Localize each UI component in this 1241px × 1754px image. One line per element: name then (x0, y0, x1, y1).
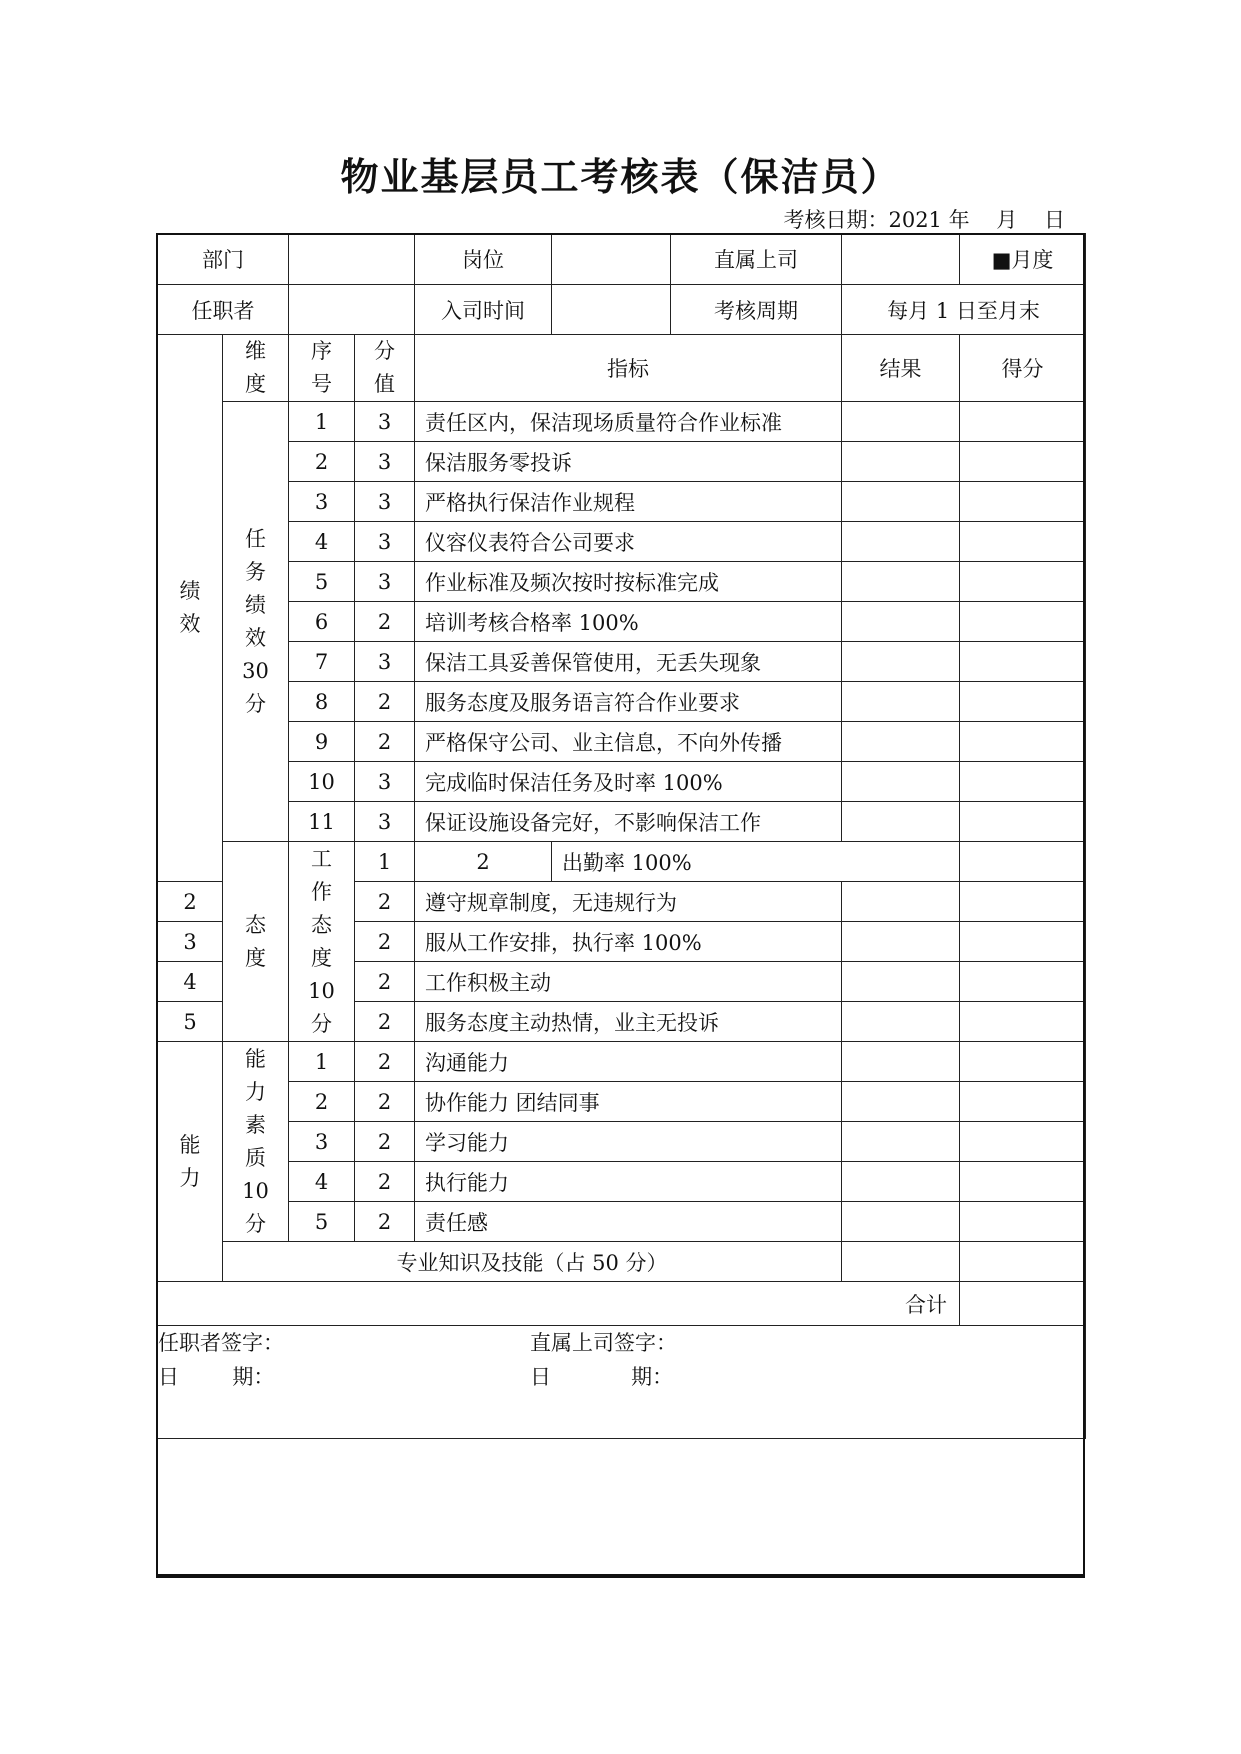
table-row (158, 802, 1086, 842)
item-indicator: 保证设施设备完好，不影响保洁工作 (415, 802, 842, 842)
item-indicator: 执行能力 (415, 1162, 842, 1202)
item-score: 2 (355, 722, 415, 762)
item-seq: 1 (355, 842, 415, 882)
item-score: 2 (355, 1162, 415, 1202)
item-points-field[interactable] (960, 722, 1086, 762)
item-seq: 5 (158, 1002, 223, 1042)
table-row (158, 602, 1086, 642)
item-score: 2 (355, 602, 415, 642)
item-points-field[interactable] (960, 482, 1086, 522)
item-points-field[interactable] (960, 682, 1086, 722)
item-points-field[interactable] (960, 402, 1086, 442)
table-row (158, 842, 1086, 882)
item-score: 3 (355, 442, 415, 482)
item-seq: 1 (289, 1042, 355, 1082)
item-score: 3 (355, 482, 415, 522)
table-row (158, 722, 1086, 762)
score-header: 分 值 (355, 335, 415, 402)
item-indicator: 工作积极主动 (415, 962, 842, 1002)
item-seq: 6 (289, 602, 355, 642)
item-seq: 2 (289, 442, 355, 482)
dimension-work-attitude: 工 作 态 度 10 分 (289, 842, 355, 1042)
item-points-field[interactable] (960, 642, 1086, 682)
item-indicator: 严格执行保洁作业规程 (415, 482, 842, 522)
item-indicator: 服务态度主动热情，业主无投诉 (415, 1002, 842, 1042)
item-points-field[interactable] (960, 882, 1086, 922)
item-indicator: 服务态度及服务语言符合作业要求 (415, 682, 842, 722)
table-row (158, 522, 1086, 562)
item-result-field[interactable] (842, 1002, 960, 1042)
table-row (158, 562, 1086, 602)
page-title: 物业基层员工考核表（保洁员） (340, 155, 901, 199)
item-points-field[interactable] (960, 522, 1086, 562)
category-performance: 绩 效 (158, 335, 223, 882)
item-seq: 3 (158, 922, 223, 962)
supervisor-label: 直属上司 (671, 234, 842, 285)
item-points-field[interactable] (960, 962, 1086, 1002)
item-points-field[interactable] (960, 1002, 1086, 1042)
item-points-field[interactable] (960, 1082, 1086, 1122)
item-indicator: 协作能力 团结同事 (415, 1082, 842, 1122)
signature-area (158, 1326, 1086, 1439)
item-indicator: 保洁工具妥善保管使用，无丢失现象 (415, 642, 842, 682)
period-type-checkbox[interactable]: ■月度 (960, 234, 1086, 285)
skills-result-field[interactable] (842, 1242, 960, 1282)
item-score: 2 (355, 1122, 415, 1162)
item-points-field[interactable] (960, 1122, 1086, 1162)
skills-label: 专业知识及技能（占 50 分） (223, 1242, 842, 1282)
item-score: 2 (355, 922, 415, 962)
item-score: 3 (355, 562, 415, 602)
item-result-field[interactable] (842, 762, 960, 802)
item-indicator: 培训考核合格率 100% (415, 602, 842, 642)
employee-signature-label: 任职者签字： (158, 1331, 284, 1355)
item-result-field[interactable] (842, 482, 960, 522)
item-indicator: 严格保守公司、业主信息，不向外传播 (415, 722, 842, 762)
item-result-field[interactable] (842, 1122, 960, 1162)
seq-header: 序 号 (289, 335, 355, 402)
item-indicator: 仪容仪表符合公司要求 (415, 522, 842, 562)
join-date-label: 入司时间 (415, 285, 552, 335)
item-indicator: 作业标准及频次按时按标准完成 (415, 562, 842, 602)
dimension-ability-quality: 能 力 素 质 10 分 (223, 1042, 289, 1242)
employee-field[interactable] (289, 285, 415, 335)
total-label: 合计 (158, 1282, 960, 1326)
item-result-field[interactable] (842, 442, 960, 482)
table-row (158, 442, 1086, 482)
item-seq: 4 (289, 1162, 355, 1202)
result-header: 结果 (842, 335, 960, 402)
item-indicator: 责任感 (415, 1202, 842, 1242)
position-field[interactable] (552, 234, 671, 285)
item-score: 2 (355, 1002, 415, 1042)
item-score: 3 (355, 802, 415, 842)
item-score: 2 (415, 842, 552, 882)
total-field[interactable] (960, 1282, 1086, 1326)
item-indicator: 出勤率 100% (552, 842, 960, 882)
item-indicator: 遵守规章制度，无违规行为 (415, 882, 842, 922)
table-row (158, 1042, 1086, 1082)
item-result-field[interactable] (960, 842, 1086, 882)
item-result-field[interactable] (842, 602, 960, 642)
item-seq: 7 (289, 642, 355, 682)
item-seq: 10 (289, 762, 355, 802)
item-seq: 1 (289, 402, 355, 442)
table-row (158, 1162, 1086, 1202)
item-score: 3 (355, 402, 415, 442)
join-date-field[interactable] (552, 285, 671, 335)
table-row (158, 642, 1086, 682)
item-score: 3 (355, 762, 415, 802)
item-seq: 2 (158, 882, 223, 922)
employee-label: 任职者 (158, 285, 289, 335)
assessment-date: 考核日期：2021 年 月 日 (783, 208, 1065, 232)
indicator-header: 指标 (415, 335, 842, 402)
item-seq: 11 (289, 802, 355, 842)
item-result-field[interactable] (842, 802, 960, 842)
table-row (158, 762, 1086, 802)
item-points-field[interactable] (960, 1162, 1086, 1202)
item-result-field[interactable] (842, 922, 960, 962)
item-score: 2 (355, 682, 415, 722)
category-attitude: 态 度 (223, 842, 289, 1042)
item-seq: 2 (289, 1082, 355, 1122)
item-score: 3 (355, 642, 415, 682)
item-result-field[interactable] (842, 1082, 960, 1122)
dept-label: 部门 (158, 234, 289, 285)
item-result-field[interactable] (842, 682, 960, 722)
item-points-field[interactable] (960, 1042, 1086, 1082)
table-row (158, 402, 1086, 442)
item-score: 2 (355, 1082, 415, 1122)
item-score: 2 (355, 1202, 415, 1242)
item-seq: 3 (289, 1122, 355, 1162)
item-seq: 5 (289, 562, 355, 602)
item-points-field[interactable] (960, 442, 1086, 482)
item-score: 2 (355, 1042, 415, 1082)
item-indicator: 责任区内，保洁现场质量符合作业标准 (415, 402, 842, 442)
item-result-field[interactable] (842, 722, 960, 762)
item-result-field[interactable] (842, 522, 960, 562)
position-label: 岗位 (415, 234, 552, 285)
dept-field[interactable] (289, 234, 415, 285)
employee-date-label: 日 期： (158, 1365, 275, 1389)
supervisor-field[interactable] (842, 234, 960, 285)
supervisor-date-label: 日 期： (530, 1365, 674, 1389)
item-seq: 5 (289, 1202, 355, 1242)
item-seq: 4 (158, 962, 223, 1002)
cycle-value: 每月 1 日至月末 (842, 285, 1086, 335)
dimension-header: 维 度 (223, 335, 289, 402)
item-result-field[interactable] (842, 402, 960, 442)
item-result-field[interactable] (842, 562, 960, 602)
item-points-field[interactable] (960, 1202, 1086, 1242)
table-row (158, 682, 1086, 722)
item-result-field[interactable] (842, 642, 960, 682)
item-seq: 4 (289, 522, 355, 562)
item-points-field[interactable] (960, 802, 1086, 842)
item-indicator: 学习能力 (415, 1122, 842, 1162)
item-indicator: 沟通能力 (415, 1042, 842, 1082)
item-indicator: 服从工作安排，执行率 100% (415, 922, 842, 962)
item-score: 2 (355, 962, 415, 1002)
item-points-field[interactable] (960, 922, 1086, 962)
item-result-field[interactable] (842, 1042, 960, 1082)
item-points-field[interactable] (960, 562, 1086, 602)
table-row (158, 1082, 1086, 1122)
table-row (158, 1202, 1086, 1242)
item-points-field[interactable] (960, 762, 1086, 802)
points-header: 得分 (960, 335, 1086, 402)
table-row (158, 482, 1086, 522)
item-points-field[interactable] (960, 602, 1086, 642)
category-ability: 能 力 (158, 1042, 223, 1282)
supervisor-signature-label: 直属上司签字： (530, 1331, 677, 1355)
item-seq: 8 (289, 682, 355, 722)
item-seq: 9 (289, 722, 355, 762)
item-result-field[interactable] (842, 1202, 960, 1242)
item-score: 3 (355, 522, 415, 562)
item-score: 2 (355, 882, 415, 922)
skills-points-field[interactable] (960, 1242, 1086, 1282)
item-indicator: 完成临时保洁任务及时率 100% (415, 762, 842, 802)
item-indicator: 保洁服务零投诉 (415, 442, 842, 482)
item-result-field[interactable] (842, 1162, 960, 1202)
cycle-label: 考核周期 (671, 285, 842, 335)
assessment-table (157, 233, 1086, 1439)
item-seq: 3 (289, 482, 355, 522)
dimension-task-performance: 任 务 绩 效 30 分 (223, 402, 289, 842)
item-result-field[interactable] (842, 882, 960, 922)
table-row (158, 1122, 1086, 1162)
item-result-field[interactable] (842, 962, 960, 1002)
